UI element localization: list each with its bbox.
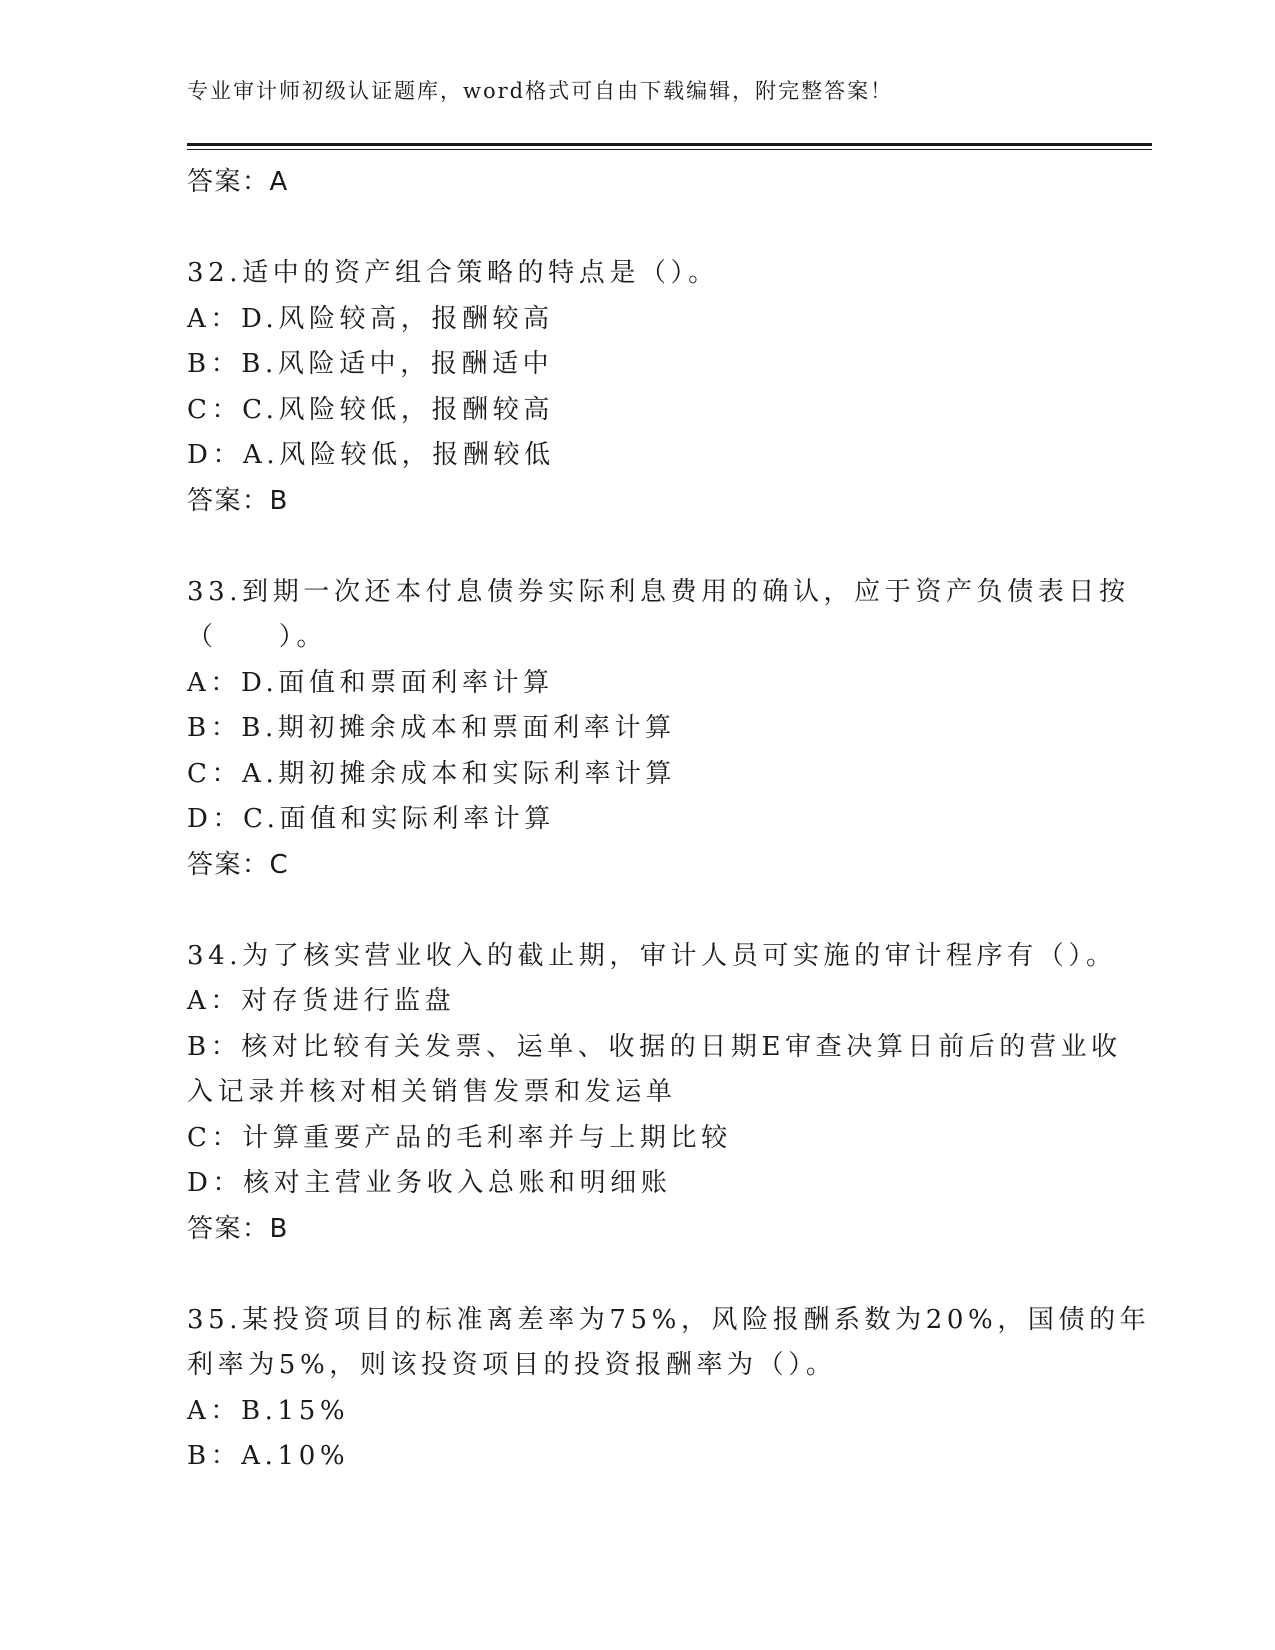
spacer — [187, 888, 1107, 934]
spacer — [187, 206, 1107, 252]
option-line: C：A.期初摊余成本和实际利率计算 — [187, 758, 677, 789]
question-text: 34.为了核实营业收入的截止期，审计人员可实施的审计程序有（）。 — [187, 940, 1117, 971]
page-header: 专业审计师初级认证题库，word格式可自由下载编辑，附完整答案！ — [187, 79, 894, 103]
option-line: A：B.15% — [187, 1395, 350, 1426]
option-line: D：C.面值和实际利率计算 — [187, 804, 555, 834]
question-text: 33.到期一次还本付息债券实际利息费用的确认，应于资产负债表日按 — [187, 576, 1130, 607]
option-line: D：核对主营业务收入总账和明细账 — [187, 1168, 672, 1198]
answer-line: 答案：B — [187, 485, 289, 516]
option-line: A：D.风险较高，报酬较高 — [187, 303, 554, 334]
answer-line: 答案：A — [187, 167, 289, 197]
option-line: C：C.风险较低，报酬较高 — [187, 394, 554, 425]
header-rule-thick — [187, 143, 1152, 146]
option-line: A：D.面值和票面利率计算 — [187, 667, 554, 698]
spacer — [187, 524, 1107, 570]
answer-line: 答案：C — [187, 849, 290, 880]
question-text: （ ）。 — [187, 622, 328, 652]
option-line: B：B.风险适中，报酬适中 — [187, 349, 554, 379]
question-text: 32.适中的资产组合策略的特点是（）。 — [187, 258, 719, 288]
option-line: C：计算重要产品的毛利率并与上期比较 — [187, 1122, 732, 1153]
option-line: 入记录并核对相关销售发票和发运单 — [187, 1077, 677, 1107]
question-list — [187, 160, 1151, 1480]
spacer — [187, 1252, 1107, 1298]
option-line: A：对存货进行监盘 — [187, 986, 456, 1016]
option-line: B：核对比较有关发票、运单、收据的日期E审查决算日前后的营业收 — [187, 1031, 1122, 1062]
option-line: B：B.期初摊余成本和票面利率计算 — [187, 713, 676, 743]
question-text: 35.某投资项目的标准离差率为75%，风险报酬系数为20%，国债的年 — [187, 1304, 1151, 1335]
answer-line: 答案：B — [187, 1213, 289, 1244]
option-line: B：A.10% — [187, 1441, 350, 1471]
question-text: 利率为5%，则该投资项目的投资报酬率为（）。 — [187, 1350, 837, 1380]
option-line: D：A.风险较低，报酬较低 — [187, 440, 555, 470]
header-rule-thin — [187, 149, 1152, 150]
